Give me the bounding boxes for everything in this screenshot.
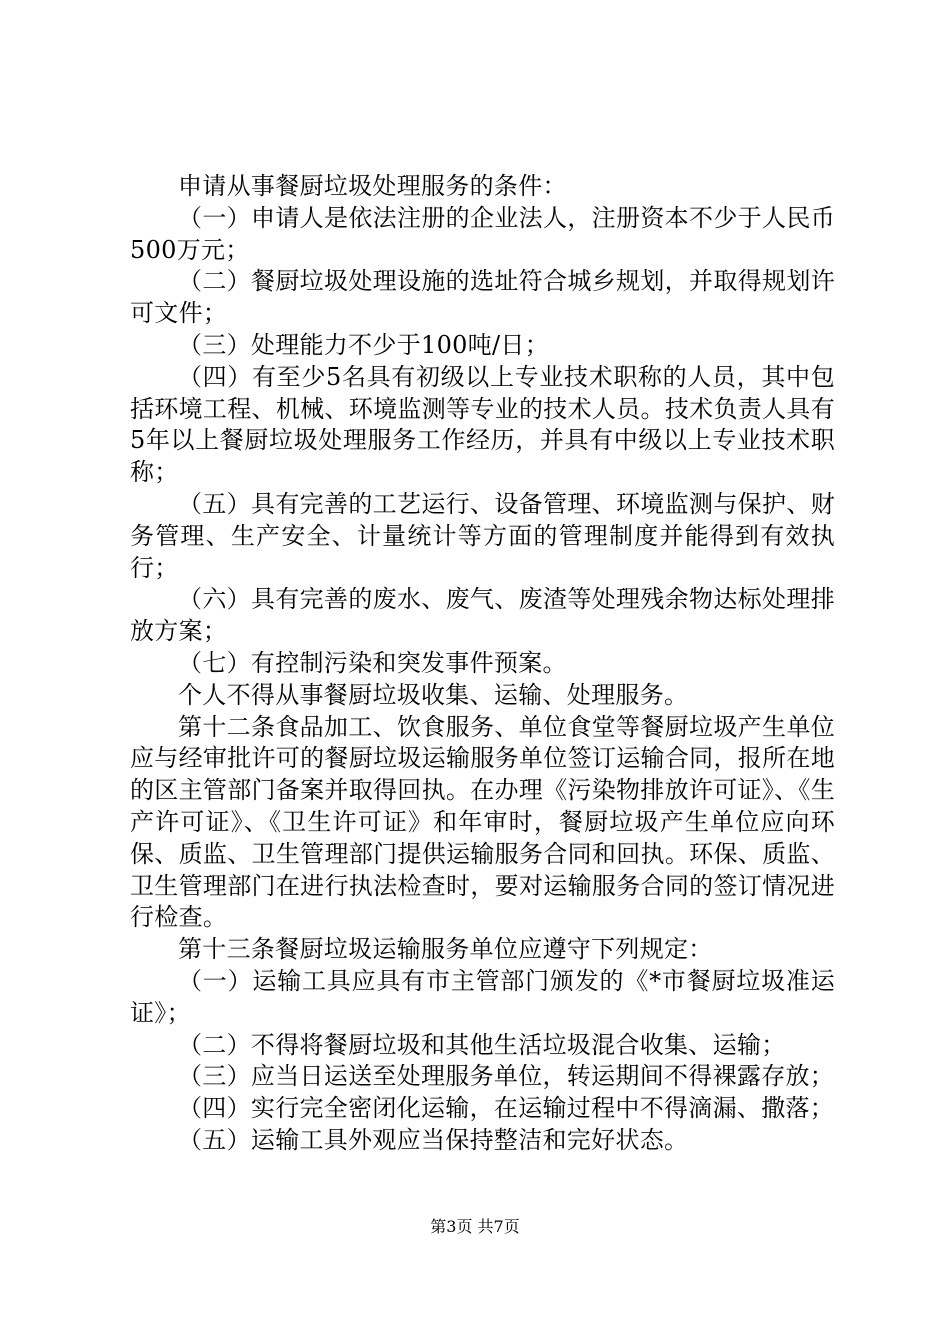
body-paragraph-condition-6: （六）具有完善的废水、废气、废渣等处理残余物达标处理排放方案； <box>130 585 835 646</box>
body-paragraph-article-12: 第十二条食品加工、饮食服务、单位食堂等餐厨垃圾产生单位应与经审批许可的餐厨垃圾运输服务单位签订运输合同，报所在地的区主管部门备案并取得回执。在办理《污染物排放许可证》、《生产许可证》、《卫生许可证》和年审时，餐厨垃圾产生单位应向环保、质监、卫生管理部门提供运输服务合同和回执。环保、质监、卫生管理部门在进行执法检查时，要对运输服务合同的签订情况进行检查。 <box>130 712 835 932</box>
body-paragraph-rule-2: （二）不得将餐厨垃圾和其他生活垃圾混合收集、运输； <box>178 1030 786 1059</box>
body-paragraph-condition-2: （二）餐厨垃圾处理设施的选址符合城乡规划，并取得规划许可文件； <box>130 267 835 328</box>
page-number-footer: 第3页 共7页 <box>430 1217 520 1236</box>
body-paragraph-individual-restriction: 个人不得从事餐厨垃圾收集、运输、处理服务。 <box>178 680 689 709</box>
body-paragraph-rule-4: （四）实行完全密闭化运输，在运输过程中不得滴漏、撒落； <box>178 1094 835 1123</box>
body-paragraph-condition-3: （三）处理能力不少于100吨/日； <box>178 330 549 359</box>
body-paragraph-rule-1: （一）运输工具应具有市主管部门颁发的《*市餐厨垃圾准运证》； <box>130 966 835 1027</box>
body-paragraph-article-13: 第十三条餐厨垃圾运输服务单位应遵守下列规定： <box>178 935 713 964</box>
body-paragraph-rule-5: （五）运输工具外观应当保持整洁和完好状态。 <box>178 1125 689 1154</box>
body-paragraph-condition-4: （四）有至少5名具有初级以上专业技术职称的人员，其中包括环境工程、机械、环境监测等专业的技术人员。技术负责人具有5年以上餐厨垃圾处理服务工作经历，并具有中级以上专业技术职称； <box>130 362 835 487</box>
body-paragraph-rule-3: （三）应当日运送至处理服务单位，转运期间不得裸露存放； <box>178 1062 835 1091</box>
body-paragraph-condition-5: （五）具有完善的工艺运行、设备管理、环境监测与保护、财务管理、生产安全、计量统计等方面的管理制度并能得到有效执行； <box>130 489 835 582</box>
body-paragraph-conditions-heading: 申请从事餐厨垃圾处理服务的条件： <box>178 172 567 200</box>
body-paragraph-condition-1: （一）申请人是依法注册的企业法人，注册资本不少于人民币500万元； <box>130 203 835 264</box>
body-paragraph-condition-7: （七）有控制污染和突发事件预案。 <box>178 648 567 677</box>
document-body <box>130 171 835 1157</box>
